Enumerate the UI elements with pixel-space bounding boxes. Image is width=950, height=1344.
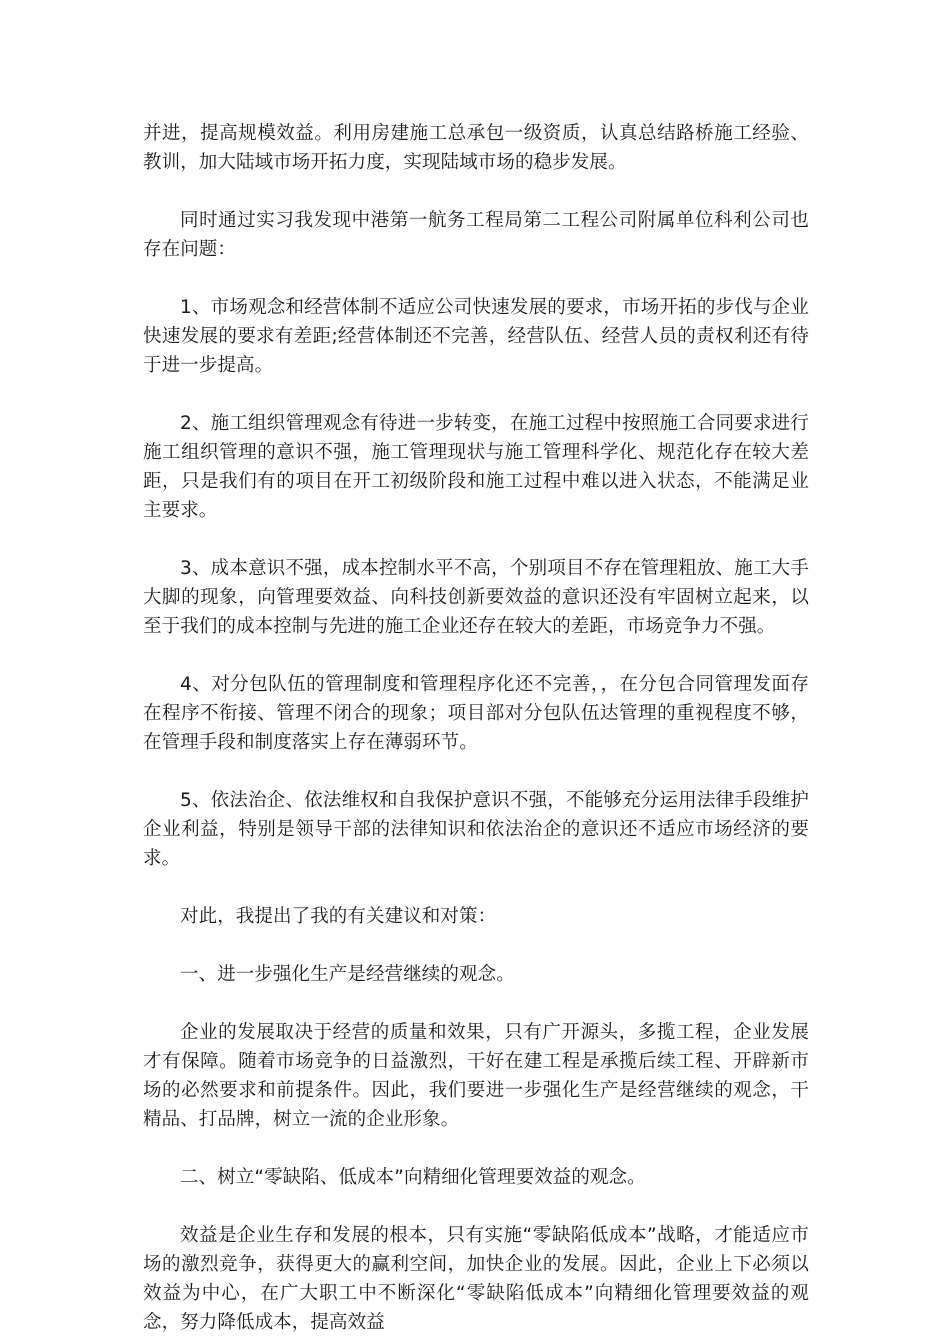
paragraph-problem-1: 1、市场观念和经营体制不适应公司快速发展的要求，市场开拓的步伐与企业快速发展的要求有差距;经营体制还不完善，经营队伍、经营人员的责权利还有待于进一步提高。 [143, 297, 809, 376]
paragraph-intro-problems: 同时通过实习我发现中港第一航务工程局第二工程公司附属单位科利公司也存在问题： [143, 210, 809, 260]
paragraph-problem-3: 3、成本意识不强，成本控制水平不高，个别项目不存在管理粗放、施工大手大脚的现象，向管理要效益、向科技创新要效益的意识还没有牢固树立起来，以至于我们的成本控制与先进的施工企业还存在较大的差距，市场竞争力不强。 [143, 558, 809, 637]
paragraph-problem-2: 2、施工组织管理观念有待进一步转变，在施工过程中按照施工合同要求进行施工组织管理的意识不强，施工管理现状与施工管理科学化、规范化存在较大差距，只是我们有的项目在开工初级阶段和施工过程中难以进入状态，不能满足业主要求。 [143, 413, 809, 521]
heading-suggestion-1: 一、进一步强化生产是经营继续的观念。 [180, 964, 515, 985]
paragraph-continuation: 并进，提高规模效益。利用房建施工总承包一级资质，认真总结路桥施工经验、教训，加大陆域市场开拓力度，实现陆域市场的稳步发展。 [143, 123, 809, 173]
paragraph-problem-4: 4、对分包队伍的管理制度和管理程序化还不完善，，在分包合同管理发面存在程序不衔接、管理不闭合的现象；项目部对分包队伍达管理的重视程度不够，在管理手段和制度落实上存在薄弱环节。 [143, 674, 809, 753]
paragraph-suggestion-2: 效益是企业生存和发展的根本，只有实施“零缺陷低成本”战略，才能适应市场的激烈竞争，获得更大的赢利空间，加快企业的发展。因此，企业上下必须以效益为中心，在广大职工中不断深化“零缺陷低成本”向精细化管理要效益的观念，努力降低成本，提高效益 [143, 1225, 809, 1333]
document-body [143, 119, 809, 1337]
heading-suggestion-2: 二、树立“零缺陷、低成本”向精细化管理要效益的观念。 [180, 1167, 646, 1188]
paragraph-suggestion-1: 企业的发展取决于经营的质量和效果，只有广开源头，多揽工程，企业发展才有保障。随着市场竞争的日益激烈，干好在建工程是承揽后续工程、开辟新市场的必然要求和前提条件。因此，我们要进一步强化生产是经营继续的观念，干精品、打品牌，树立一流的企业形象。 [143, 1022, 809, 1130]
paragraph-intro-suggestions: 对此，我提出了我的有关建议和对策： [180, 906, 497, 927]
paragraph-problem-5: 5、依法治企、依法维权和自我保护意识不强，不能够充分运用法律手段维护企业利益，特别是领导干部的法律知识和依法治企的意识还不适应市场经济的要求。 [143, 790, 809, 869]
